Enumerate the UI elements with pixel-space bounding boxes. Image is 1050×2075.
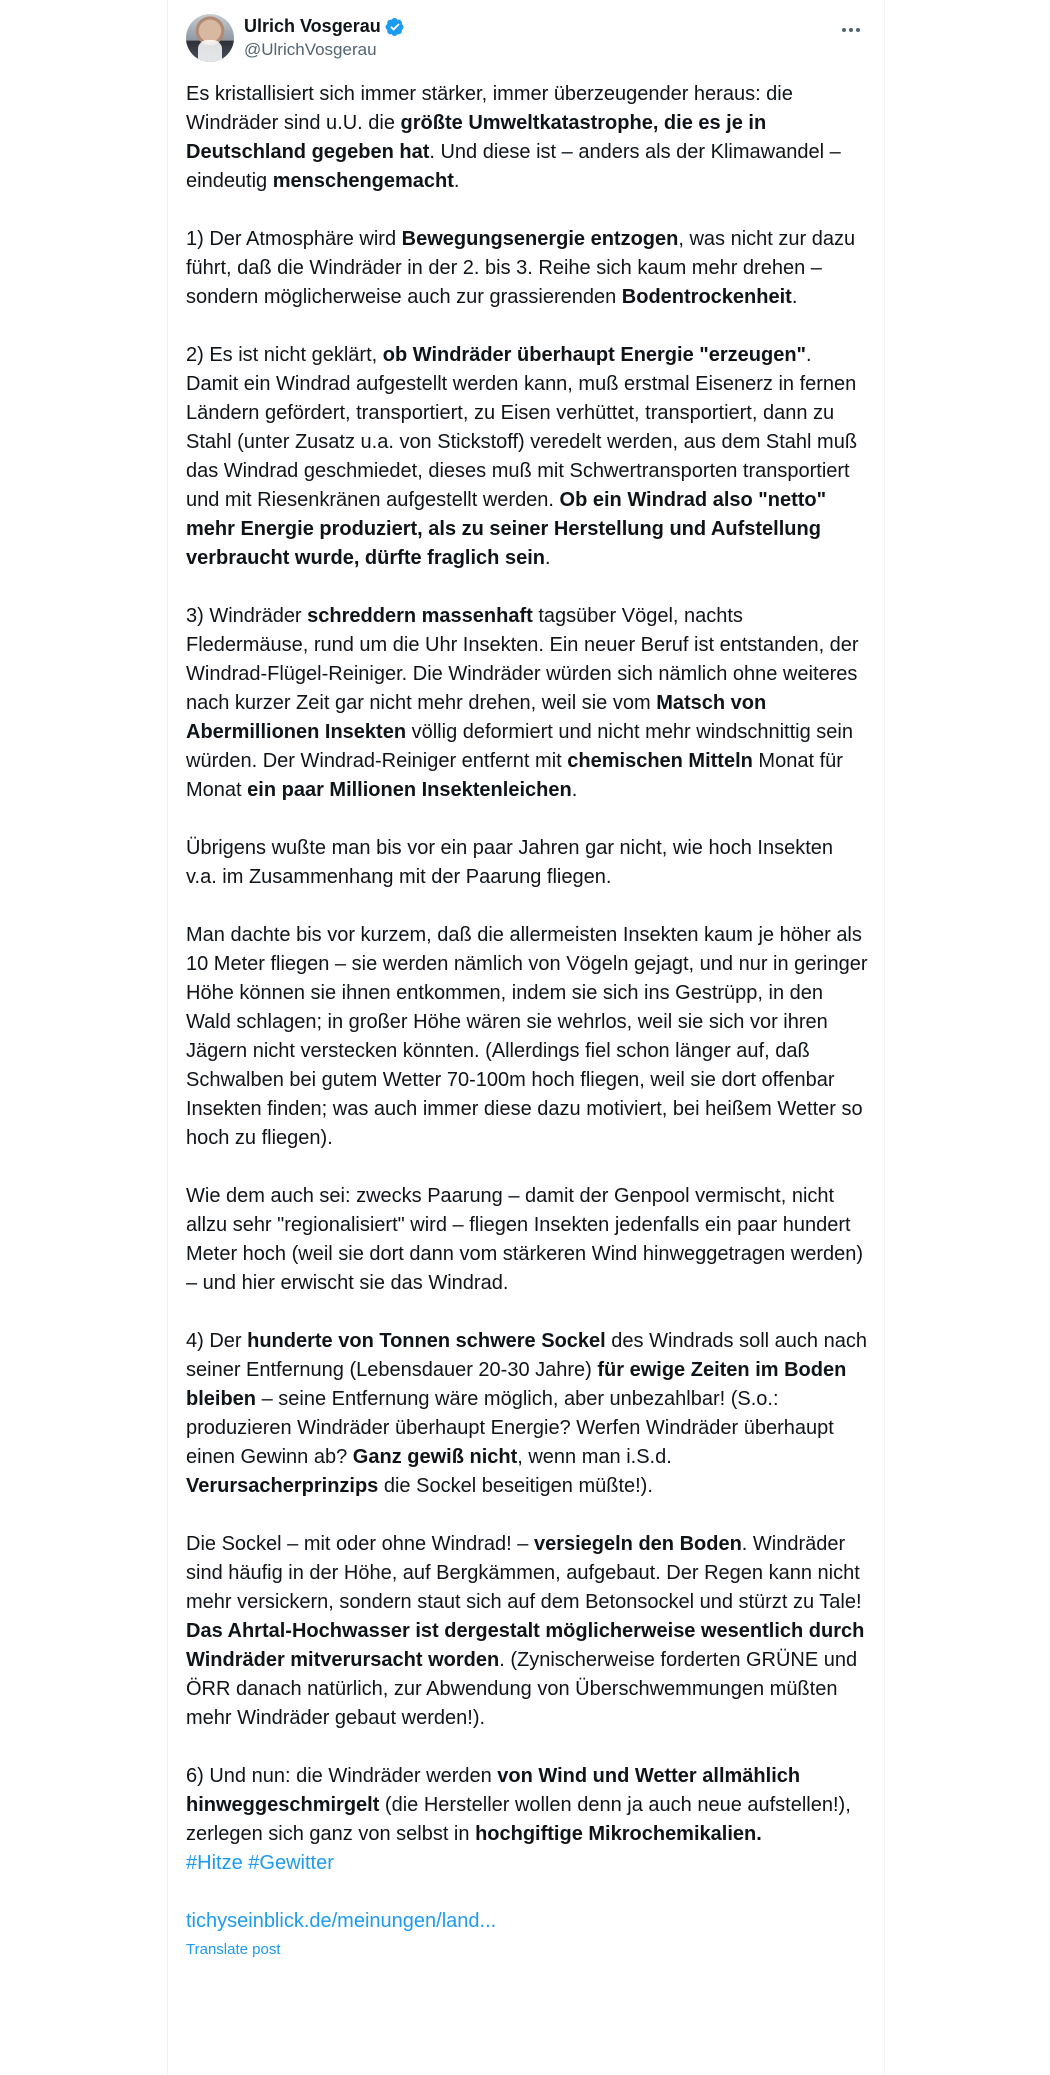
article-link[interactable]: tichyseinblick.de/meinungen/land... [186, 1910, 497, 1932]
bold-text: Bodentrockenheit [621, 286, 792, 308]
text-run: des Windrads soll auch nach seiner Entfernung (Lebensdauer 20-30 Jahre) [186, 1330, 873, 1381]
bold-text: schreddern massenhaft [307, 605, 533, 627]
text-run: Monat für Monat [186, 750, 849, 801]
bold-text: chemischen Mitteln [567, 750, 753, 772]
hashtag-row [186, 1849, 868, 1878]
post-paragraph [186, 1182, 868, 1298]
text-run: Wie dem auch sei: zwecks Paarung – damit der Genpool vermischt, nicht allzu sehr "regionalisiert" wird – fliegen Insekten jedenfalls ein paar hundert Meter hoch (weil sie dort dann vom stärkeren Wind hinweggetragen werden) – und hier erwischt sie das Windrad. [186, 1185, 869, 1294]
text-run: Die Sockel – mit oder ohne Windrad! – [186, 1533, 534, 1555]
post-paragraph [186, 341, 868, 573]
bold-text: hochgiftige Mikrochemikalien. [475, 1823, 762, 1845]
bold-text: von Wind und Wetter allmählich hinweggeschmirgelt [186, 1765, 806, 1816]
text-run: – seine Entfernung wäre möglich, aber unbezahlbar! (S.o.: produzieren Windräder überhaupt Energie? Werfen Windräder überhaupt einen Gewinn ab? [186, 1388, 840, 1468]
text-run: 4) Der [186, 1330, 248, 1352]
post-text [186, 80, 874, 1849]
text-run: . Damit ein Windrad aufgestellt werden kann, muß erstmal Eisenerz in fernen Ländern gefördert, transportiert, zu Eisen verhüttet, transportiert, dann zu Stahl (unter Zusatz u.a. von Stickstoff) veredelt werden, aus dem Stahl muß das Windrad geschmiedet, dieses muß mit Schwertransporten transportiert und mit Riesenkränen aufgestellt werden. [186, 344, 863, 511]
text-run: völlig deformiert und nicht mehr windschnittig sein würden. Der Windrad-Reiniger entfernt mit [186, 721, 859, 772]
post-paragraph [186, 80, 868, 196]
avatar[interactable] [186, 14, 234, 62]
text-run: die Sockel beseitigen müßte!). [378, 1475, 653, 1497]
bold-text: Das Ahrtal-Hochwasser ist dergestalt möglicherweise wesentlich durch Windräder mitverursacht worden [186, 1620, 870, 1671]
hashtag-link[interactable]: #Gewitter [248, 1852, 334, 1874]
text-run: . Und diese ist – anders als der Klimawandel – eindeutig [186, 141, 847, 192]
post-paragraph [186, 834, 868, 892]
text-run: . [571, 779, 578, 801]
post-paragraph [186, 1327, 873, 1501]
bold-text: Verursacherprinzips [186, 1475, 379, 1497]
text-run: . (Zynischerweise forderten GRÜNE und ÖRR danach natürlich, zur Abwendung von Überschwemmungen müßten mehr Windräder gebaut werden!). [186, 1649, 863, 1729]
bold-text: ein paar Millionen Insektenleichen [247, 779, 572, 801]
text-run: 6) Und nun: die Windräder werden [186, 1765, 498, 1787]
author-name-row [244, 16, 405, 37]
text-run: 1) Der Atmosphäre wird [186, 228, 402, 250]
bold-text: Matsch von Abermillionen Insekten [186, 692, 772, 743]
text-run: . Windräder sind häufig in der Höhe, auf Bergkämmen, aufgebaut. Der Regen kann nicht mehr versickern, sondern staut sich auf dem Betonsockel und stürzt zu Tale! [186, 1533, 868, 1613]
post-paragraph [186, 921, 874, 1153]
post-body [186, 80, 874, 1960]
text-run: 3) Windräder [186, 605, 308, 627]
post-header [186, 14, 866, 64]
bold-text: versiegeln den Boden [533, 1533, 742, 1555]
verified-badge-icon [385, 17, 405, 37]
text-run: Es kristallisiert sich immer stärker, immer überzeugender heraus: die Windräder sind u.U. die [186, 83, 799, 134]
post-card [167, 0, 885, 2075]
bold-text: menschengemacht [272, 170, 454, 192]
text-run: , wenn man i.S.d. [517, 1446, 678, 1468]
bold-text: hunderte von Tonnen schwere Sockel [247, 1330, 606, 1352]
author-handle[interactable]: @UlrichVosgerau [244, 40, 377, 59]
text-run: Übrigens wußte man bis vor ein paar Jahren gar nicht, wie hoch Insekten v.a. im Zusammenhang mit der Paarung fliegen. [186, 837, 839, 888]
text-run: . [544, 547, 551, 569]
more-dots-icon[interactable] [836, 18, 866, 42]
text-run: tagsüber Vögel, nachts Fledermäuse, rund um die Uhr Insekten. Ein neuer Beruf ist entstanden, der Windrad-Flügel-Reiniger. Die Windräder würden sich nämlich ohne weiteres nach kurzer Zeit gar nicht mehr drehen, weil sie vom [186, 605, 865, 714]
text-run: . [791, 286, 798, 308]
text-run: Man dachte bis vor kurzem, daß die allermeisten Insekten kaum je höher als 10 Meter fliegen – sie werden nämlich von Vögeln gejagt, und nur in geringer Höhe können sie ihnen entkommen, indem sie sich ins Gestrüpp, in den Wald schlagen; in großer Höhe wären sie wehrlos, weil sie sich vor ihren Jägern nicht verstecken könnten. (Allerdings fiel schon länger auf, daß Schwalben bei gutem Wetter 70-100m hoch fliegen, weil sie dort offenbar Insekten finden; was auch immer diese dazu motiviert, bei heißem Wetter so hoch zu fliegen). [186, 924, 874, 1149]
link-row [186, 1907, 868, 1960]
text-run: (die Hersteller wollen denn ja auch neue aufstellen!), zerlegen sich ganz von selbst in [186, 1794, 857, 1845]
text-run: , was nicht zur dazu führt, daß die Windräder in der 2. bis 3. Reihe sich kaum mehr drehen – sondern möglicherweise auch zur grassierenden [186, 228, 861, 308]
hashtag-link[interactable]: #Hitze [186, 1852, 243, 1874]
bold-text: für ewige Zeiten im Boden bleiben [186, 1359, 852, 1410]
text-run: 2) Es ist nicht geklärt, [186, 344, 383, 366]
bold-text: Bewegungsenergie entzogen [401, 228, 679, 250]
translate-post-button[interactable]: Translate post [186, 1941, 281, 1958]
text-run: . [453, 170, 460, 192]
post-paragraph [186, 1530, 868, 1733]
bold-text: Ob ein Windrad also "netto" mehr Energie produziert, als zu seiner Herstellung und Aufstellung verbraucht wurde, dürfte fraglich sein [186, 489, 832, 569]
bold-text: ob Windräder überhaupt Energie "erzeugen" [382, 344, 807, 366]
bold-text: Ganz gewiß nicht [352, 1446, 518, 1468]
author-name[interactable]: Ulrich Vosgerau [244, 16, 381, 36]
post-paragraph [186, 225, 868, 312]
bold-text: größte Umweltkatastrophe, die es je in Deutschland gegeben hat [186, 112, 772, 163]
post-paragraph [186, 602, 868, 805]
post-paragraph [186, 1762, 868, 1849]
